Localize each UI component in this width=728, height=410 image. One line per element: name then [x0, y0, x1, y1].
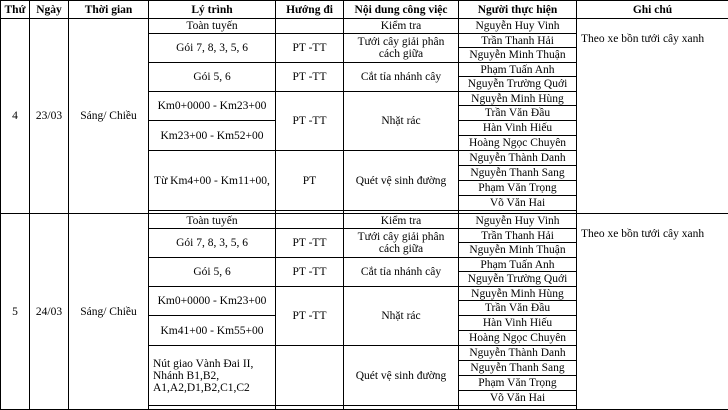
- nguoi-cell: Phạm Văn Trọng: [459, 181, 577, 196]
- spacer-cell: [459, 406, 577, 410]
- table-row: [1, 214, 728, 229]
- nguoi-cell: Trần Thanh Hải: [459, 34, 577, 48]
- ghi-chu-cell: Theo xe bồn tưới cây xanh: [577, 19, 728, 214]
- nguoi-cell: Nguyễn Minh Hùng: [459, 287, 577, 301]
- noi-dung-cell: Nhặt rác: [344, 287, 459, 346]
- header-thu: Thứ: [1, 1, 30, 19]
- huong-di-cell: [276, 214, 344, 229]
- nguoi-cell: Hoàng Ngọc Chuyên: [459, 331, 577, 346]
- nguoi-cell: Nguyễn Huy Vinh: [459, 19, 577, 34]
- nguoi-cell: Nguyễn Trường Quới: [459, 77, 577, 92]
- ly-trinh-cell: Km41+00 - Km55+00: [149, 316, 276, 346]
- nguoi-cell: Nguyễn Trường Quới: [459, 272, 577, 287]
- nguoi-cell: Nguyễn Thanh Sang: [459, 361, 577, 376]
- noi-dung-cell: Quét vệ sinh đường: [344, 151, 459, 211]
- noi-dung-cell: Tưới cây giải phân cách giữa: [344, 34, 459, 63]
- ly-trinh-cell: Toàn tuyến: [149, 214, 276, 229]
- huong-di-cell: [276, 346, 344, 406]
- noi-dung-cell: Quét vệ sinh đường: [344, 346, 459, 406]
- noi-dung-cell: Kiểm tra: [344, 214, 459, 229]
- day-thu: 5: [1, 214, 30, 410]
- nguoi-cell: Võ Văn Hai: [459, 196, 577, 211]
- huong-di-cell: PT -TT: [276, 229, 344, 258]
- spacer-cell: [344, 406, 459, 410]
- ly-trinh-cell: Gói 5, 6: [149, 258, 276, 287]
- nguoi-cell: Nguyễn Thành Danh: [459, 346, 577, 361]
- ly-trinh-cell: Gói 5, 6: [149, 63, 276, 92]
- huong-di-cell: PT -TT: [276, 63, 344, 92]
- nguoi-cell: Võ Văn Hai: [459, 391, 577, 406]
- day-thu: 4: [1, 19, 30, 214]
- header-ghi-chu: Ghi chú: [577, 1, 728, 19]
- ly-trinh-cell: Km0+0000 - Km23+00: [149, 92, 276, 121]
- nguoi-cell: Nguyễn Huy Vinh: [459, 214, 577, 229]
- spacer-cell: [149, 406, 276, 410]
- header-row: [1, 1, 728, 19]
- day-thoi-gian: Sáng/ Chiều: [69, 19, 149, 214]
- ly-trinh-cell: Gói 7, 8, 3, 5, 6: [149, 229, 276, 258]
- noi-dung-cell: Kiểm tra: [344, 19, 459, 34]
- nguoi-cell: Nguyễn Minh Thuận: [459, 48, 577, 63]
- huong-di-cell: PT -TT: [276, 258, 344, 287]
- ly-trinh-cell: Km0+0000 - Km23+00: [149, 287, 276, 316]
- nguoi-cell: Nguyễn Minh Thuận: [459, 243, 577, 258]
- noi-dung-cell: Cắt tỉa nhánh cây: [344, 258, 459, 287]
- ly-trinh-cell: Nút giao Vành Đai II, Nhánh B1,B2, A1,A2,D1,B2,C1,C2: [149, 346, 276, 406]
- huong-di-cell: PT -TT: [276, 287, 344, 346]
- header-nguoi-thuc-hien: Người thực hiện: [459, 1, 577, 19]
- nguoi-cell: Phạm Tuấn Anh: [459, 63, 577, 77]
- noi-dung-cell: Nhặt rác: [344, 92, 459, 151]
- header-thoi-gian: Thời gian: [69, 1, 149, 19]
- nguoi-cell: Nguyễn Minh Hùng: [459, 92, 577, 106]
- huong-di-cell: PT -TT: [276, 92, 344, 151]
- nguoi-cell: Phạm Tuấn Anh: [459, 258, 577, 272]
- nguoi-cell: Hoàng Ngọc Chuyên: [459, 136, 577, 151]
- ly-trinh-cell: Km23+00 - Km52+00: [149, 121, 276, 151]
- day-thoi-gian: Sáng/ Chiều: [69, 214, 149, 410]
- ly-trinh-cell: Toàn tuyến: [149, 19, 276, 34]
- nguoi-cell: Nguyễn Thanh Sang: [459, 166, 577, 181]
- nguoi-cell: Trần Văn Đầu: [459, 301, 577, 316]
- day-ngay: 23/03: [30, 19, 69, 214]
- noi-dung-cell: Tưới cây giải phân cách giữa: [344, 229, 459, 258]
- header-ngay: Ngày: [30, 1, 69, 19]
- spacer-cell: [276, 406, 344, 410]
- ly-trinh-cell: Gói 7, 8, 3, 5, 6: [149, 34, 276, 63]
- noi-dung-cell: Cắt tỉa nhánh cây: [344, 63, 459, 92]
- header-ly-trinh: Lý trình: [149, 1, 276, 19]
- header-huong-di: Hướng đi: [276, 1, 344, 19]
- huong-di-cell: PT -TT: [276, 34, 344, 63]
- nguoi-cell: Hàn Vinh Hiếu: [459, 121, 577, 136]
- huong-di-cell: [276, 19, 344, 34]
- nguoi-cell: Trần Thanh Hải: [459, 229, 577, 243]
- nguoi-cell: Nguyễn Thành Danh: [459, 151, 577, 166]
- ghi-chu-cell: Theo xe bồn tưới cây xanh: [577, 214, 728, 410]
- table-row: [1, 19, 728, 34]
- header-noi-dung: Nội dung công việc: [344, 1, 459, 19]
- nguoi-cell: Trần Văn Đầu: [459, 106, 577, 121]
- nguoi-cell: Hàn Vinh Hiếu: [459, 316, 577, 331]
- ly-trinh-cell: Từ Km4+00 - Km11+00,: [149, 151, 276, 211]
- huong-di-cell: PT: [276, 151, 344, 211]
- nguoi-cell: Phạm Văn Trọng: [459, 376, 577, 391]
- day-ngay: 24/03: [30, 214, 69, 410]
